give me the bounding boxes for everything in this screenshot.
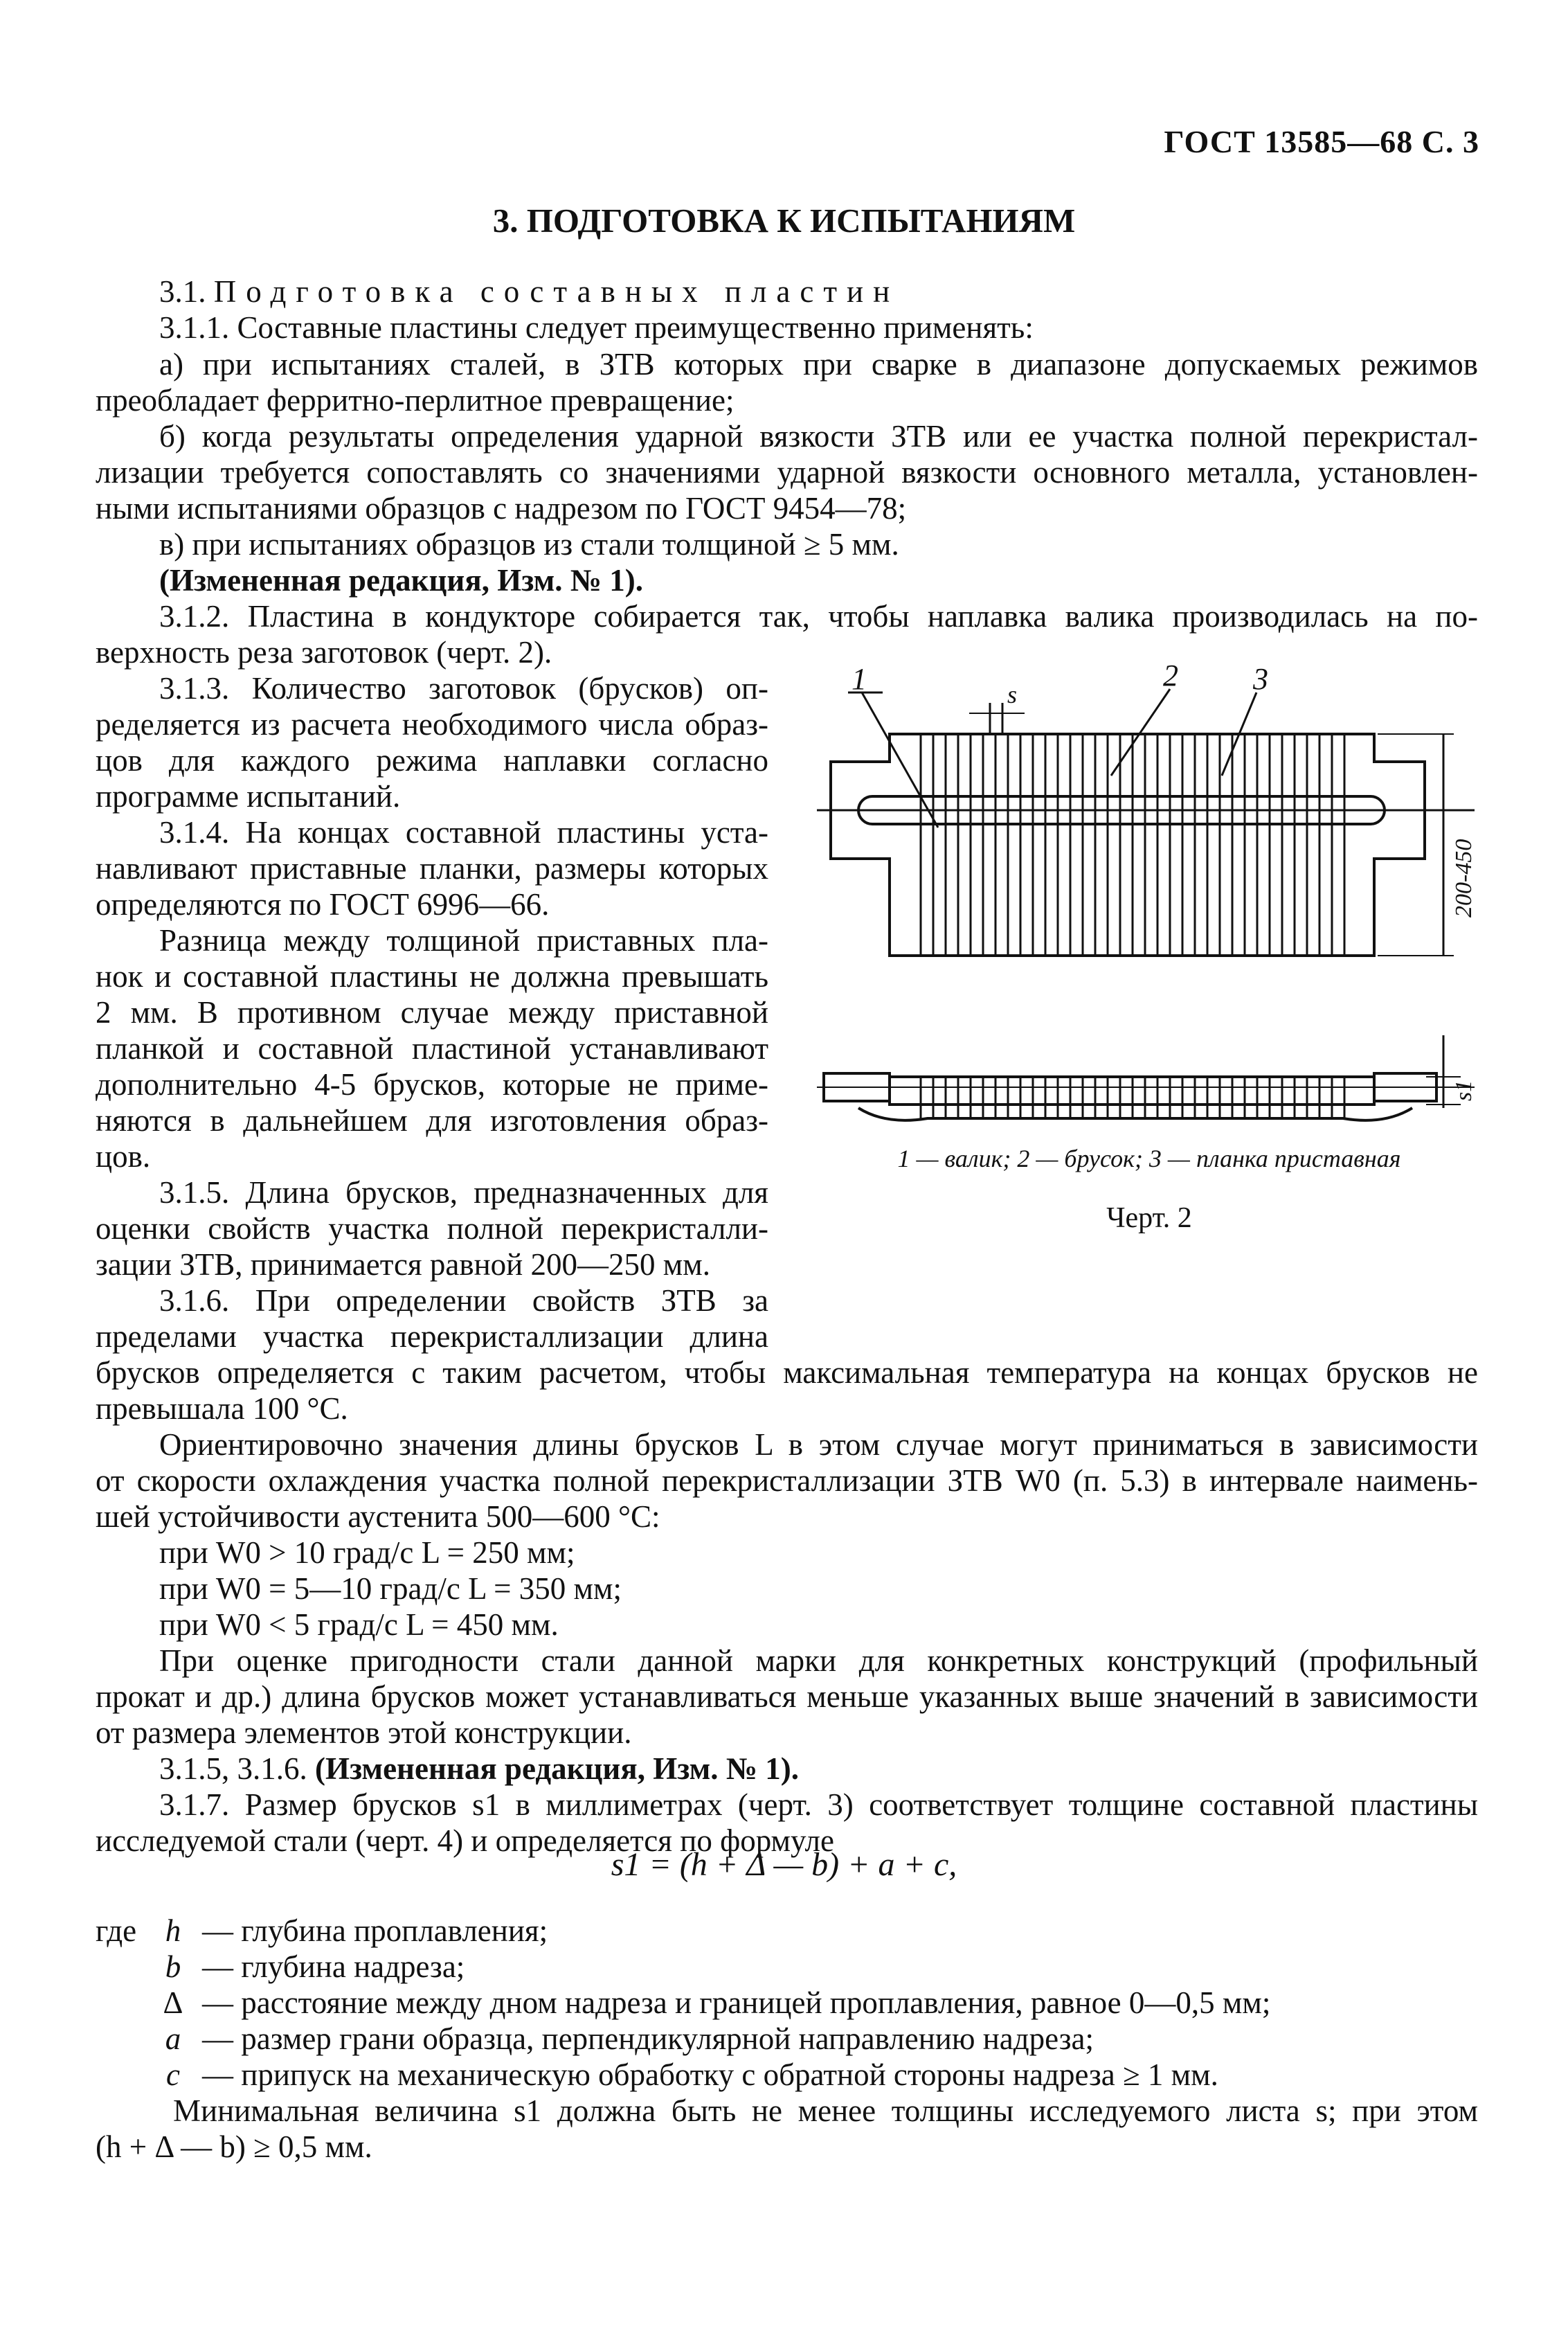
revision-note-2-number: 3.1.5, 3.1.6. [159,1751,307,1786]
revision-note-1: (Измененная редакция, Изм. № 1). [159,563,644,598]
where-sym-delta: Δ [163,1985,183,2020]
para-3-1-2-line1: 3.1.2. Пластина в кондукторе собирается так, чтобы наплавка валика производилась на по- [159,599,1478,634]
where-text-c: — припуск на механическую обработку с обратной стороны надреза ≥ 1 мм. [202,2057,1218,2092]
subsection-title: Подготовка составных пластин [213,274,900,309]
para-diff-line3: 2 мм. В противном случае между приставной [96,995,768,1030]
para-3-1-2-line2: верхность реза заготовок (черт. 2). [96,635,552,670]
figure-label-s1: s1 [1451,1080,1477,1101]
case-2: при W0 = 5—10 град/с L = 350 мм; [159,1571,622,1606]
figure-caption: 1 — валик; 2 — брусок; 3 — планка приставная [897,1145,1401,1172]
where-sym-b: b [165,1949,181,1984]
where-sym-h: h [165,1913,181,1948]
para-appl-line3: от размера элементов этой конструкции. [96,1715,632,1750]
para-3-1-1: 3.1.1. Составные пластины следует преимущественно применять: [159,310,1034,345]
figure-dimension-label: 200-450 [1451,839,1477,918]
para-appl-line2: прокат и др.) длина брусков может устанавливаться меньше указанных выше значений в зависимости [96,1679,1478,1714]
where-word: где [96,1913,137,1948]
para-3-1-3-line4: программе испытаний. [96,779,401,814]
where-sym-c: c [166,2057,180,2092]
para-3-1-5-line2: оценки свойств участка полной перекристалли- [96,1211,768,1246]
case-3: при W0 < 5 град/с L = 450 мм. [159,1607,559,1642]
figure-drawing-2 [817,665,1481,1143]
para-diff-line2: нок и составной пластины не должна превышать [96,959,768,994]
figure-label-1: 1 [851,665,867,696]
where-text-b: — глубина надреза; [202,1949,465,1984]
para-appl-line1: При оценке пригодности стали данной марки для конкретных конструкций (профильный [159,1643,1478,1678]
where-sym-a: a [165,2021,181,2056]
revision-note-2 [159,1751,799,1787]
para-orient-line3: шей устойчивости аустенита 500—600 °С: [96,1499,660,1534]
para-3-1-3-line1: 3.1.3. Количество заготовок (брусков) оп- [159,671,768,706]
para-diff-line5: дополнительно 4-5 брусков, которые не приме- [96,1067,768,1102]
case-1: при W0 > 10 град/с L = 250 мм; [159,1535,575,1570]
para-3-1-3-line2: ределяется из расчета необходимого числа образ- [96,707,768,742]
formula: s1 = (h + Δ — b) + a + c, [611,1846,957,1883]
para-3-1-6-line1: 3.1.6. При определении свойств ЗТВ за [159,1283,768,1318]
para-3-1-4-line1: 3.1.4. На концах составной пластины уста- [159,815,768,850]
para-3-1-4-line2: навливают приставные планки, размеры которых [96,851,768,886]
para-orient-line2: от скорости охлаждения участка полной перекристаллизации ЗТВ W0 (п. 5.3) в интервале наимень- [96,1463,1478,1498]
para-min-line1: Минимальная величина s1 должна быть не менее толщины исследуемого листа s; при этом [173,2093,1478,2128]
para-b-line3: ными испытаниями образцов с надрезом по ГОСТ 9454—78; [96,491,907,526]
para-a-line1: а) при испытаниях сталей, в ЗТВ которых при сварке в диапазоне допускаемых режимов [159,347,1478,382]
para-3-1-3-line3: цов для каждого режима наплавки согласно [96,743,768,778]
page-header: ГОСТ 13585—68 С. 3 [1164,124,1479,159]
para-c: в) при испытаниях образцов из стали толщиной ≥ 5 мм. [159,527,899,562]
para-diff-line7: цов. [96,1139,151,1174]
section-title: 3. ПОДГОТОВКА К ИСПЫТАНИЯМ [492,202,1076,240]
figure-label-2: 2 [1163,665,1178,692]
para-3-1-7-line2: исследуемой стали (черт. 4) и определяется по формуле [96,1823,834,1858]
where-text-h: — глубина проплавления; [202,1913,548,1948]
para-min-line2: (h + Δ — b) ≥ 0,5 мм. [96,2129,372,2164]
para-diff-line6: няются в дальнейшем для изготовления образ- [96,1103,768,1138]
subsection-number: 3.1. [159,274,206,309]
where-text-a: — размер грани образца, перпендикулярной направлению надреза; [202,2021,1094,2056]
para-3-1-6-line3: брусков определяется с таким расчетом, чтобы максимальная температура на концах брусков не [96,1355,1478,1390]
revision-note-2-text: (Измененная редакция, Изм. № 1). [315,1751,800,1786]
para-3-1-5-line3: зации ЗТВ, принимается равной 200—250 мм. [96,1247,710,1282]
para-b-line2: лизации требуется сопоставлять со значениями ударной вязкости основного металла, установлен- [96,455,1478,490]
para-3-1-6-line2: пределами участка перекристаллизации длина [96,1319,768,1354]
para-3-1-4-line3: определяются по ГОСТ 6996—66. [96,887,550,922]
para-3-1-6-line4: превышала 100 °С. [96,1391,348,1426]
para-3-1-5-line1: 3.1.5. Длина брусков, предназначенных для [159,1175,768,1210]
para-a-line2: преобладает ферритно-перлитное превращение; [96,383,735,418]
para-b-line1: б) когда результаты определения ударной вязкости ЗТВ или ее участка полной перекристал- [159,419,1478,454]
para-orient-line1: Ориентировочно значения длины брусков L в этом случае могут приниматься в зависимости [159,1427,1478,1462]
para-3-1-7-line1: 3.1.7. Размер брусков s1 в миллиметрах (черт. 3) соответствует толщине составной пластины [159,1787,1478,1822]
figure-label-s: s [1007,681,1018,708]
where-text-delta: — расстояние между дном надреза и границей проплавления, равное 0—0,5 мм; [202,1985,1271,2020]
subsection-heading [159,274,899,310]
figure-title: Черт. 2 [1106,1202,1192,1234]
para-diff-line1: Разница между толщиной приставных пла- [159,923,768,958]
figure-label-3: 3 [1253,665,1268,696]
para-diff-line4: планкой и составной пластиной устанавливают [96,1031,768,1066]
